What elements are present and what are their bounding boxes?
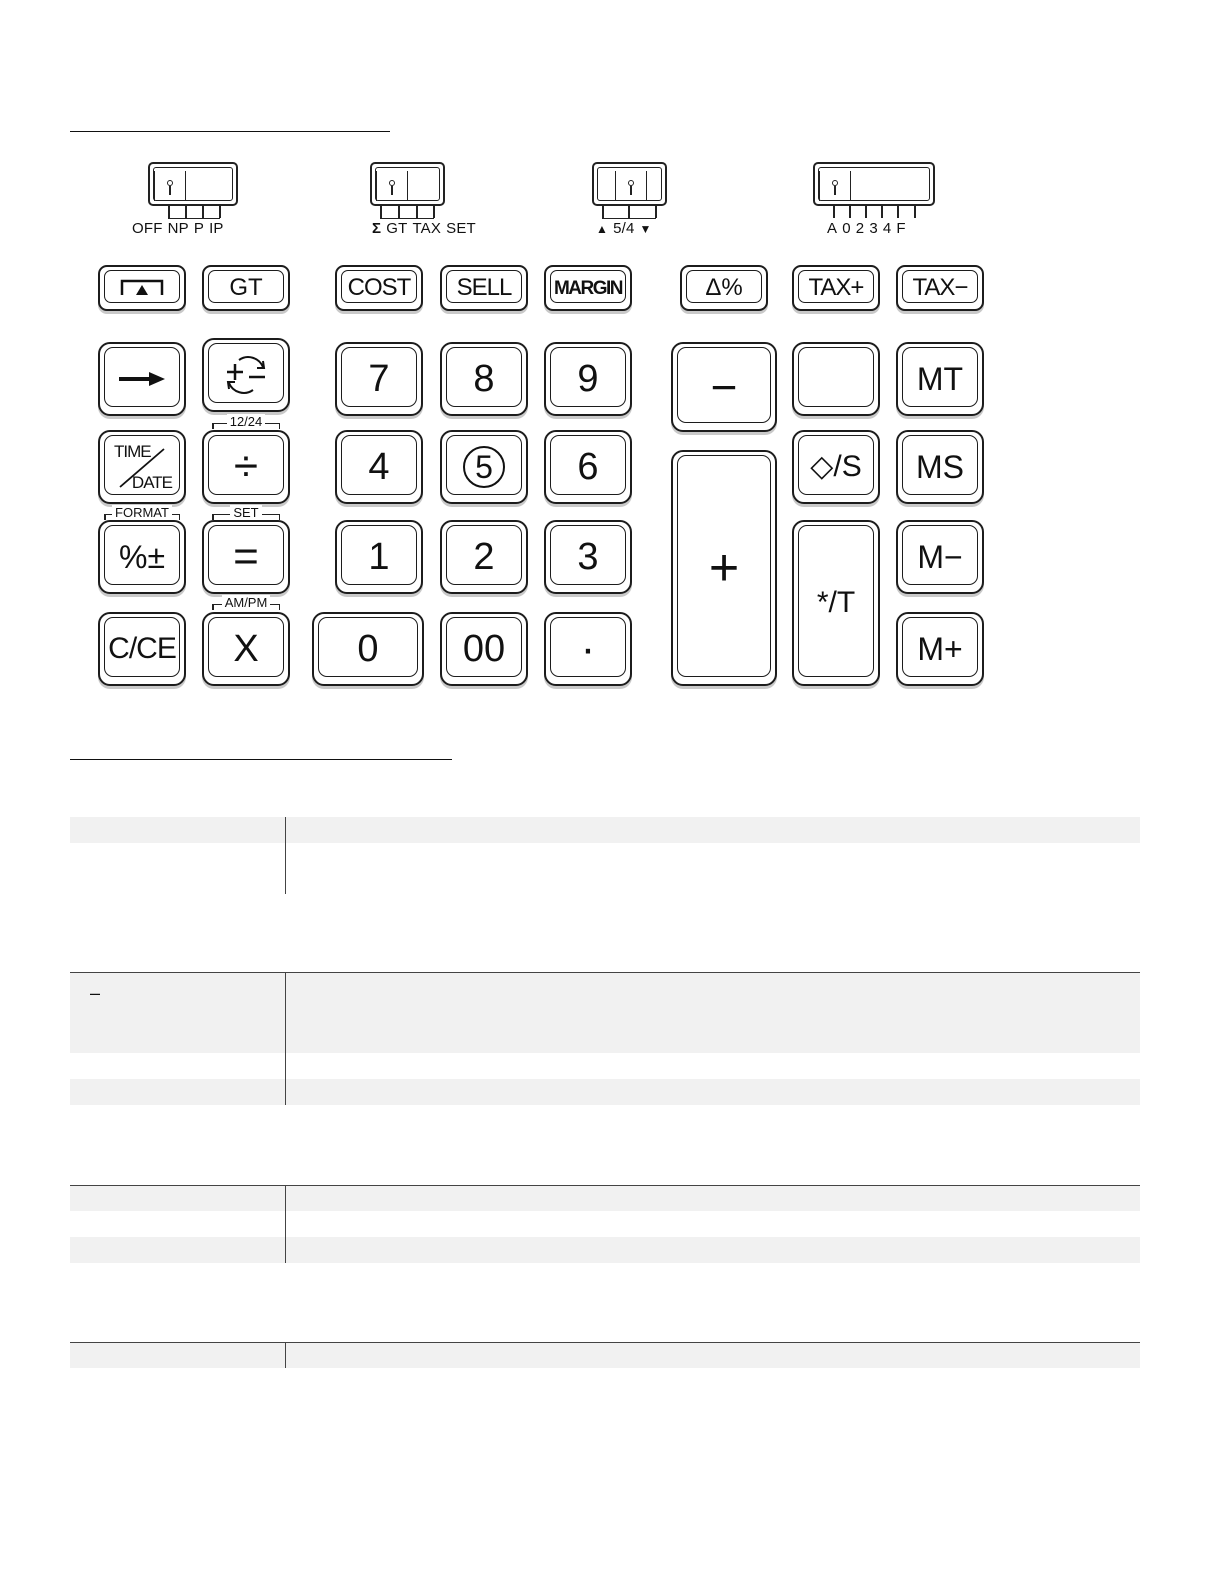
round-up-icon: ▲	[596, 222, 609, 236]
zero-key[interactable]	[312, 612, 424, 686]
key-label: 4	[368, 446, 390, 488]
switch-label: SET	[446, 220, 476, 237]
switch-label: GT	[386, 220, 408, 237]
six-key[interactable]	[544, 430, 632, 504]
diamond-s-key[interactable]	[792, 430, 880, 504]
paper-feed-icon	[119, 277, 165, 299]
key-label: 2	[473, 536, 495, 578]
mt-key[interactable]	[896, 342, 984, 416]
double-zero-key[interactable]	[440, 612, 528, 686]
key-label: 5	[463, 446, 505, 488]
percent-plus-minus-key[interactable]	[98, 520, 186, 594]
table-row	[70, 1185, 1140, 1211]
switch-label: 0	[842, 220, 851, 237]
eight-key[interactable]	[440, 342, 528, 416]
ms-key[interactable]	[896, 430, 984, 504]
key-label: +	[708, 539, 740, 597]
row-marker: –	[90, 983, 101, 1003]
switch-label: 2	[855, 220, 865, 237]
switch-knob[interactable]	[376, 171, 408, 201]
time-date-key[interactable]	[98, 430, 186, 504]
switch-label: OFF	[132, 220, 163, 237]
key-label: −	[710, 361, 738, 413]
equals-key[interactable]	[202, 520, 290, 594]
secondary-label-12-24: 12/24	[212, 423, 280, 436]
key-label: ·	[580, 624, 596, 673]
switch-label: TAX	[412, 220, 442, 237]
key-label: MARGIN	[553, 277, 623, 299]
key-label: 00	[462, 628, 506, 670]
two-key[interactable]	[440, 520, 528, 594]
five-key[interactable]	[440, 430, 528, 504]
key-label: 6	[577, 446, 599, 488]
cost-key[interactable]	[335, 265, 423, 311]
key-label: ÷	[233, 442, 259, 491]
table-keys-c	[70, 1342, 1140, 1368]
key-label: MT	[916, 361, 964, 397]
table-keys-b	[70, 1185, 1140, 1263]
paper-feed-key[interactable]	[98, 265, 186, 311]
divide-key[interactable]	[202, 430, 290, 504]
key-label: 3	[577, 536, 599, 578]
key-label: %±	[118, 539, 165, 575]
clear-entry-key[interactable]	[98, 612, 186, 686]
table-switches	[70, 817, 1140, 894]
key-label: 9	[577, 358, 599, 400]
switch-label: 3	[869, 220, 878, 237]
one-key[interactable]	[335, 520, 423, 594]
key-label: M−	[917, 539, 963, 575]
margin-key[interactable]	[544, 265, 632, 311]
key-label: X	[233, 628, 259, 670]
multiply-key[interactable]	[202, 612, 290, 686]
key-label: M+	[917, 631, 963, 667]
table-row	[70, 1079, 1140, 1105]
seven-key[interactable]	[335, 342, 423, 416]
minus-key[interactable]	[671, 342, 777, 432]
switch-knob[interactable]	[154, 171, 186, 201]
table-row	[70, 1237, 1140, 1263]
switch-knob[interactable]	[819, 171, 851, 201]
key-label: 8	[473, 358, 495, 400]
key-label: 1	[368, 536, 390, 578]
arrow-right-icon	[117, 369, 167, 389]
table-row	[70, 1211, 1140, 1237]
key-label: COST	[347, 274, 411, 301]
key-label: =	[233, 532, 259, 581]
decimal-point-key[interactable]	[544, 612, 632, 686]
reverse-sign-key[interactable]	[202, 338, 290, 412]
secondary-label-am-pm: AM/PM	[212, 604, 280, 617]
key-label: 0	[357, 628, 379, 670]
table-row	[70, 843, 1140, 894]
table-keys-a	[70, 972, 1140, 1105]
key-label: C/CE	[108, 632, 176, 665]
nine-key[interactable]	[544, 342, 632, 416]
section-heading-underline	[70, 759, 452, 760]
key-label: GT	[229, 274, 263, 301]
key-label: Δ%	[705, 274, 743, 301]
plus-key[interactable]	[671, 450, 777, 686]
table-row	[70, 817, 1140, 843]
key-label: */T	[816, 586, 856, 619]
key-label: TAX+	[808, 274, 864, 301]
table-row	[70, 1053, 1140, 1079]
star-total-key[interactable]	[792, 520, 880, 686]
three-key[interactable]	[544, 520, 632, 594]
four-key[interactable]	[335, 430, 423, 504]
sell-key[interactable]	[440, 265, 528, 311]
blank-key[interactable]	[792, 342, 880, 416]
table-row	[70, 972, 1140, 1053]
memory-minus-key[interactable]	[896, 520, 984, 594]
switch-label: NP	[167, 220, 189, 237]
switch-label: 4	[882, 220, 892, 237]
tax-minus-key[interactable]	[896, 265, 984, 311]
shift-key[interactable]	[98, 342, 186, 416]
sigma-icon: Σ	[372, 220, 382, 237]
time-date-label: TIME DATE	[110, 441, 174, 493]
key-label: SELL	[456, 274, 512, 301]
sign-change-icon	[221, 355, 271, 395]
switch-knob[interactable]	[615, 171, 647, 201]
key-label: TAX−	[912, 274, 968, 301]
tax-plus-key[interactable]	[792, 265, 880, 311]
switch-label: IP	[209, 220, 224, 237]
switch-label: P	[193, 220, 205, 237]
key-label: MS	[916, 449, 964, 485]
secondary-label-set: SET	[212, 514, 280, 527]
switch-label: 5/4	[613, 220, 635, 237]
switch-label: A	[827, 220, 838, 237]
key-label: ◇/S	[810, 450, 862, 483]
delta-percent-key[interactable]	[680, 265, 768, 311]
gt-key[interactable]	[202, 265, 290, 311]
memory-plus-key[interactable]	[896, 612, 984, 686]
round-down-icon: ▼	[639, 222, 652, 236]
section-heading-underline	[70, 131, 390, 132]
switch-label: F	[896, 220, 906, 237]
table-row	[70, 1342, 1140, 1368]
key-label: 7	[368, 358, 390, 400]
secondary-label-format: FORMAT	[104, 514, 180, 527]
